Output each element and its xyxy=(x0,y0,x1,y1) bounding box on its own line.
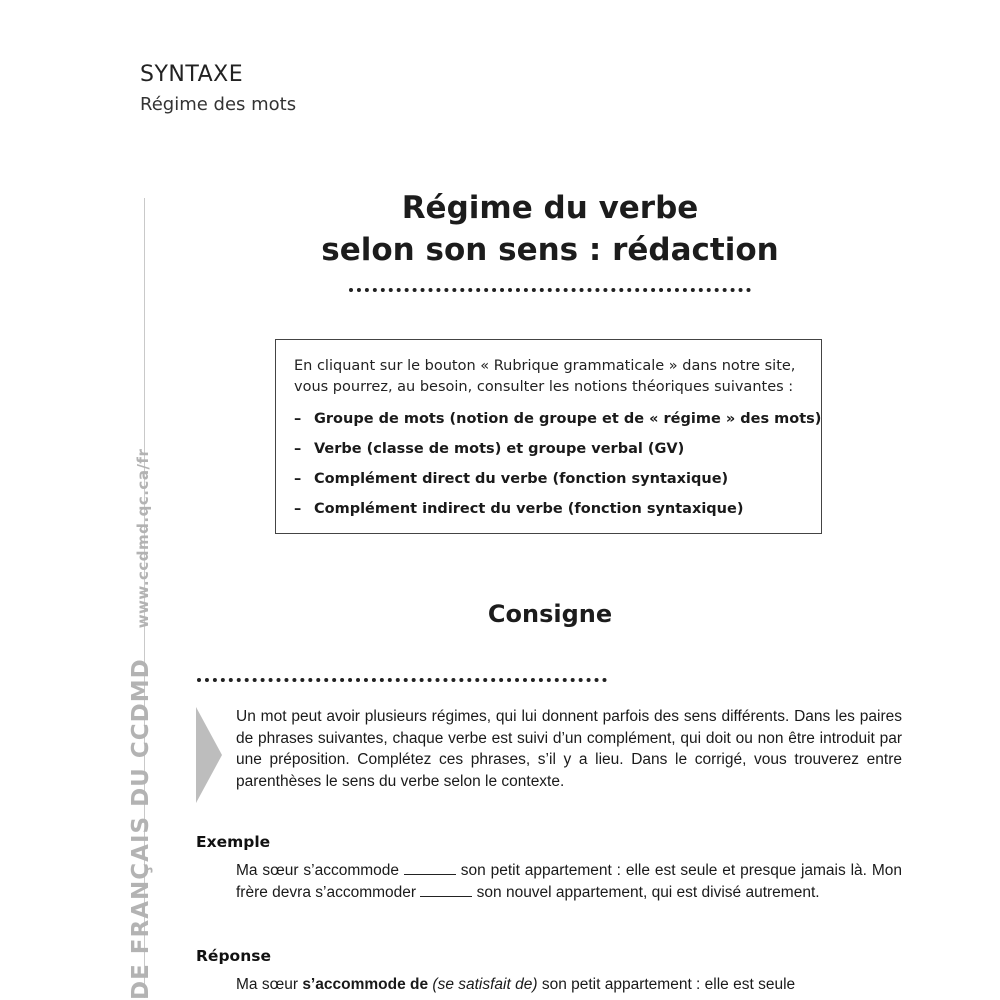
notice-intro-line1: En cliquant sur le bouton « Rubrique grammaticale » dans notre site, xyxy=(294,358,796,374)
side-band xyxy=(128,449,154,1000)
notice-box xyxy=(275,339,822,534)
answer-italic-meaning: (se satisfait de) xyxy=(432,976,538,993)
example-label: Exemple xyxy=(196,833,271,851)
example-text xyxy=(236,860,902,903)
example-part2: son petit appartement : elle est seule et presque jamais là. Mon frère devra s’accommoder xyxy=(236,862,902,901)
side-band-url: www.ccdmd.qc.ca/fr xyxy=(134,448,152,629)
dash: – xyxy=(294,441,302,457)
section-subcategory: Régime des mots xyxy=(140,94,297,115)
title-dotted-rule xyxy=(349,288,751,292)
instruction-text: Un mot peut avoir plusieurs régimes, qui lui donnent parfois des sens différents. Dans les paires de phrases suivantes, chaque verbe est suivi d’un complément, qui doit ou non être introduit par une préposition. Complétez ces phrases, s’il y a lieu. Dans le corrigé, vous trouverez entre parenthèses le sens du verbe selon le contexte. xyxy=(236,708,902,790)
page-title-line1: Régime du verbe xyxy=(401,190,699,226)
answer-text xyxy=(236,974,902,996)
notice-item-text: Verbe (classe de mots) et groupe verbal (GV) xyxy=(314,441,685,457)
notice-item-text: Complément indirect du verbe (fonction syntaxique) xyxy=(314,501,744,517)
page-title-line2: selon son sens : rédaction xyxy=(321,232,779,268)
answer-part2: son petit appartement : elle est seule xyxy=(537,976,796,993)
dash: – xyxy=(294,411,302,427)
notice-item xyxy=(294,404,822,434)
notice-item-text: Complément direct du verbe (fonction syntaxique) xyxy=(314,471,729,487)
notice-item xyxy=(294,494,803,524)
answer-bold-verb: s’accommode de xyxy=(302,976,429,993)
notice-item xyxy=(294,434,803,464)
dash: – xyxy=(294,501,302,517)
notice-intro-line2: vous pourrez, au besoin, consulter les notions théoriques suivantes : xyxy=(294,379,794,395)
answer-label: Réponse xyxy=(196,947,271,965)
consigne-dotted-rule xyxy=(197,678,607,682)
notice-item-text: Groupe de mots (notion de groupe et de « régime » des mots) xyxy=(314,411,822,427)
example-part3: son nouvel appartement, qui est divisé autrement. xyxy=(472,883,820,901)
section-category: SYNTAXE xyxy=(140,62,244,87)
notice-item xyxy=(294,464,803,494)
example-part1: Ma sœur s’accommode xyxy=(236,862,404,879)
blank-line xyxy=(420,883,472,897)
blank-line xyxy=(404,861,456,875)
chevron-right-icon xyxy=(196,707,222,803)
consigne-heading: Consigne xyxy=(487,600,613,628)
dash: – xyxy=(294,471,302,487)
notice-intro xyxy=(294,356,803,398)
side-band-label: DE FRANÇAIS DU CCDMD xyxy=(128,658,154,1000)
answer-part1: Ma sœur xyxy=(236,976,303,993)
